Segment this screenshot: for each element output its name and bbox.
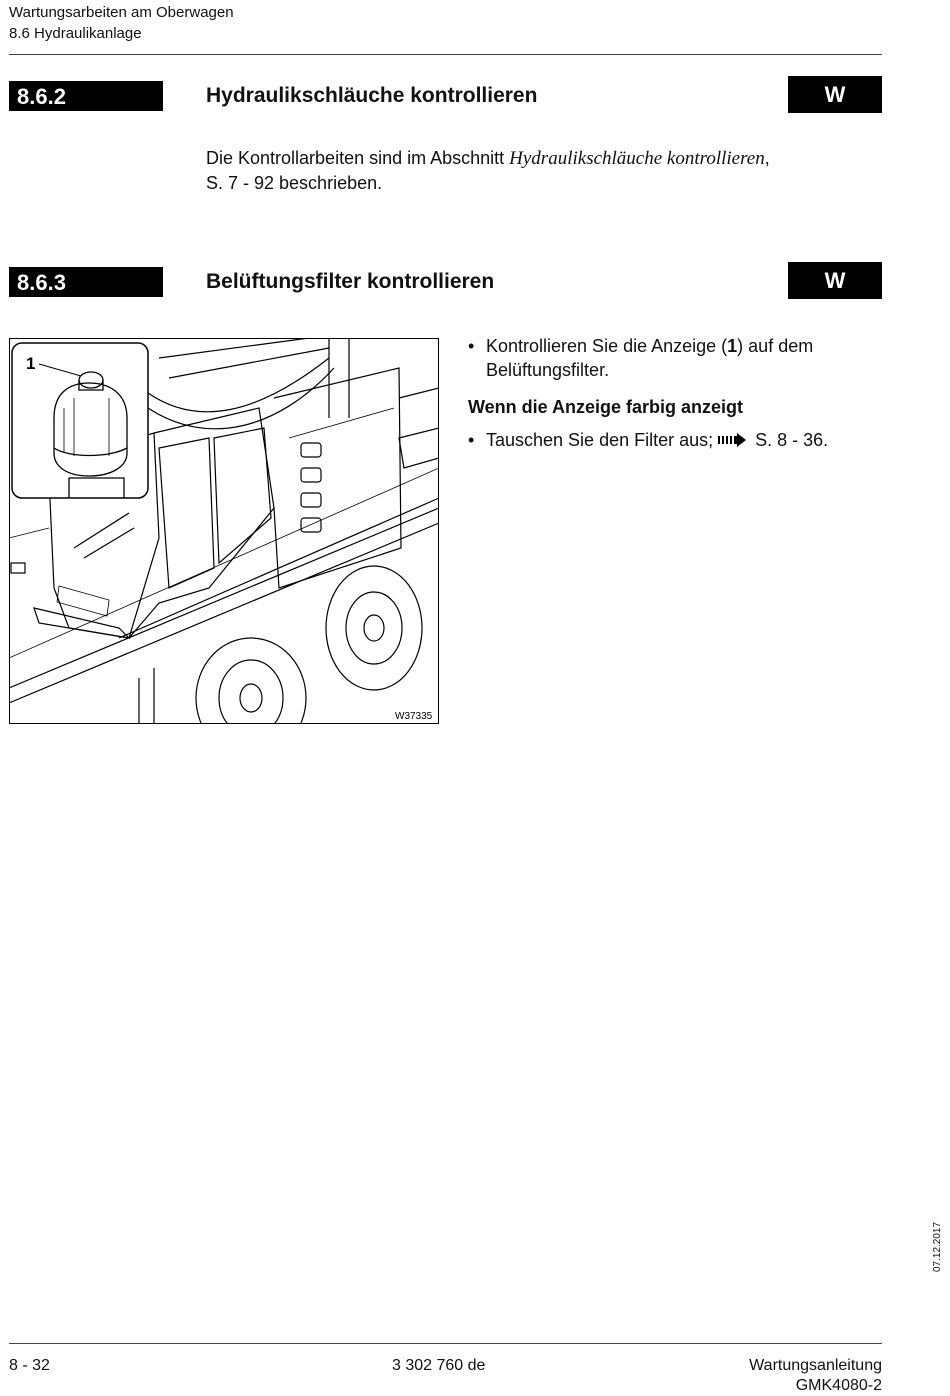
- footer-manual-title: Wartungsanleitung: [749, 1357, 882, 1374]
- section-number-863: 8.6.3: [9, 267, 163, 297]
- bullet1-text-b: ) auf dem: [737, 336, 814, 356]
- header-rule: [9, 54, 882, 55]
- footer-rule: [9, 1343, 882, 1344]
- crane-cab-illustration: [9, 338, 439, 724]
- bullet1-callout-ref: 1: [727, 336, 738, 356]
- reference-arrow-icon[interactable]: [718, 433, 750, 447]
- cross-reference-link[interactable]: Hydraulikschläuche kontrollieren: [509, 148, 765, 169]
- instruction-bullet-1: [468, 334, 888, 382]
- maintenance-badge-863: W: [788, 262, 882, 299]
- bullet1-line2: Belüftungsfilter.: [486, 360, 610, 380]
- bullet-dot: •: [468, 336, 475, 356]
- running-header-section: 8.6 Hydraulikanlage: [9, 25, 142, 42]
- section-number-862: 8.6.2: [9, 81, 163, 111]
- footer-model: GMK4080-2: [795, 1377, 882, 1394]
- section-title-863: Belüftungsfilter kontrollieren: [206, 270, 495, 293]
- bullet2-text-a: Tauschen Sie den Filter aus;: [486, 430, 719, 450]
- footer-page-number: 8 - 32: [9, 1357, 50, 1374]
- section-title-862: Hydraulikschläuche kontrollieren: [206, 84, 538, 107]
- figure-callout-1: 1: [26, 354, 36, 373]
- bullet1-text-a: Kontrollieren Sie die Anzeige (: [486, 336, 728, 356]
- bullet2-text-b: S. 8 - 36.: [750, 430, 829, 450]
- figure-code: W37335: [395, 711, 433, 722]
- footer-doc-number: 3 302 760 de: [392, 1357, 486, 1374]
- running-header-chapter: Wartungsarbeiten am Oberwagen: [9, 4, 234, 21]
- bullet-dot: •: [468, 430, 475, 450]
- side-date: 07.12.2017: [932, 1221, 943, 1272]
- condition-heading: Wenn die Anzeige farbig anzeigt: [468, 397, 744, 417]
- text-prefix: Die Kontrollarbeiten sind im Abschnitt: [206, 148, 510, 168]
- text-line2: S. 7 - 92 beschrieben.: [206, 173, 383, 193]
- instruction-bullet-2: [468, 428, 888, 452]
- section-862-text: [206, 146, 866, 196]
- text-comma: ,: [764, 148, 770, 168]
- maintenance-badge-862: W: [788, 76, 882, 113]
